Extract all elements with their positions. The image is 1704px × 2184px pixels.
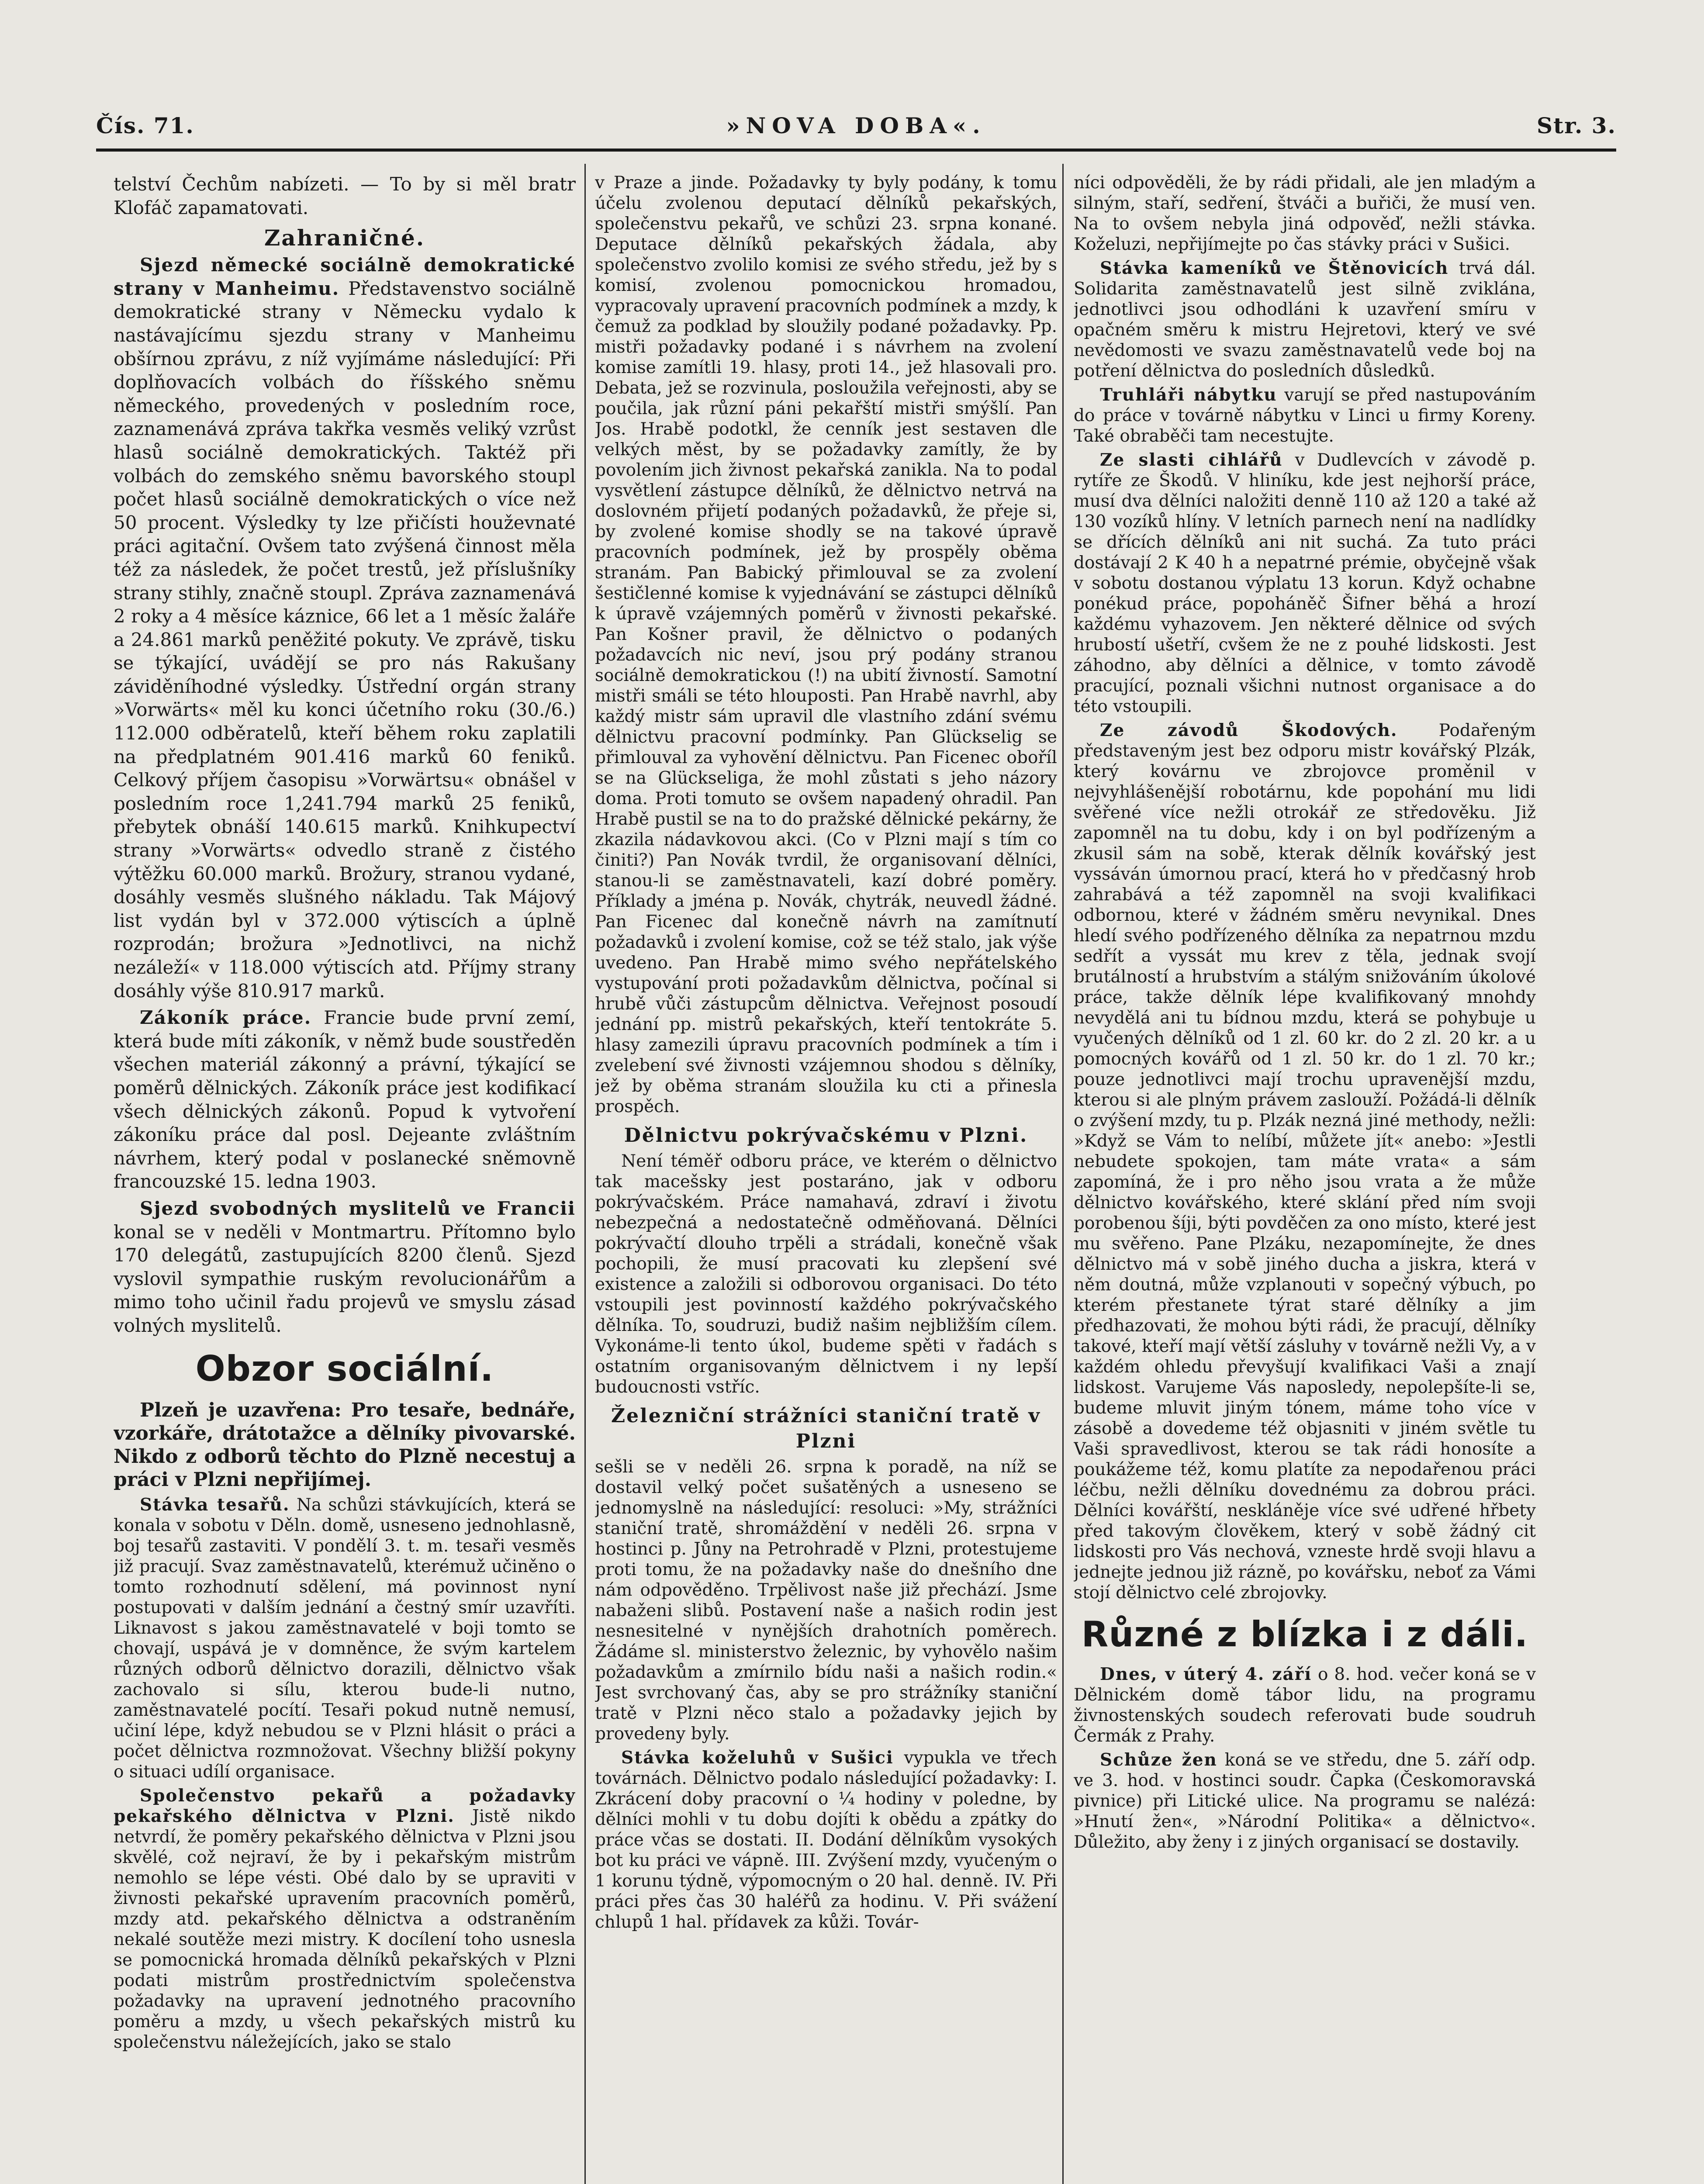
article-truhlari	[1074, 385, 1536, 446]
column-2	[595, 173, 1057, 2184]
article-straznici: sešli se v neděli 26. srpna k poradě, na níž se dostavil velký počet sušatěných a usneseno se jednomyslně na následující: resoluci: »My, strážníci staniční tratě, shromáždění v neděli 26. srpna v hostinci p. Jůny na Petrohradě v Plzni, protestujeme proti tomu, že na požadavky naše do dnešního dne nám odpověděno. Trpělivost naše již přechází. Jsme nabaženi slibů. Postavení naše a našich rodin jest nesnesitelné v nynějších drahotních poměrech. Žádáme sl. ministerstvo železnic, by vyhovělo našim požadavkům a zmírnilo bídu naši a našich rodin.« Jest svrchovaný čas, aby se pro strážníky staniční tratě v Plzni něco stalo a požadavky jejich by provedeny byly.	[595, 1457, 1057, 1744]
newspaper-title: »NOVA DOBA«.	[726, 113, 986, 138]
article-kozeluzi	[595, 1748, 1057, 1932]
article-body: Představenstvo sociálně demokratické strany v Německu vydalo k nastávajícímu sjezdu strany v Manheimu obšírnou zprávu, z níž vyjímáme následující: Při doplňovacích volbách do říšského sněmu německého, provedených v posledním roce, zaznamenává zpráva takřka vesměs veliký vzrůst hlasů sociálně demokratických. Taktéž při volbách do zemského sněmu bavorského stoupl počet hlasů sociálně demokratických o více než 50 procent. Výsledky ty lze přičísti houževnaté práci agitační. Ovšem tato zvýšená činnost měla též za následek, že počet trestů, jež příslušníky strany stihly, značně stoupl. Zpráva zaznamenává 2 roky a 4 měsíce káznice, 66 let a 1 měsíc žaláře a 24.861 marků peněžité pokuty. Ve zprávě, tisku se týkající, uvádějí se pro nás Rakušany záviděníhodné výsledky. Ústřední orgán strany »Vorwärts« měl ku konci účetního roku (30./6.) 112.000 odběratelů, kteří během roku zaplatili na předplatném 901.416 marků 60 feniků. Celkový příjem časopisu »Vorwärtsu« obnášel v posledním roce 1,241.794 marků 25 feniků, přebytek obnáší 140.615 marků. Knihkupectví strany »Vorwärts« odvedlo straně z čistého výtěžku 60.000 marků. Brožury, stranou vydané, dosáhly vesměs slušného nákladu. Tak Májový list vydán byl v 372.000 výtiscích a úplně rozprodán; brožura »Jednotlivci, na nichž nezáleží« v 118.000 výtiscích atd. Příjmy strany dosáhly výše 810.917 marků.	[114, 277, 576, 1002]
article-lead: Schůze žen	[1100, 1750, 1217, 1770]
article-body: v Dudlevcích v závodě p. rytíře ze Škodů. V hliníku, kde jest nejhorší práce, musí dva dělníci naložiti denně 110 až 120 a také až 130 vozíků hlíny. V letních parnech není na nadlídky se dřících dělníků ani nit suchá. Za tuto práci dostávají 2 K 40 h a nepatrné prémie, obyčejně však v sobotu dostanou výplatu 13 korun. Když ochabne ponékud práce, popoháněč Šifner běhá a hrozí každému vyhazovem. Jen některé dělnice od svých hrubostí ušetří, cvšem že ne z pouhé lidskosti. Jest záhodno, aby dělníci a dělnice, v tomto závodě pracující, poznali všichni nutnost organisace a do této vstoupili.	[1074, 450, 1536, 716]
article-sjezd-manheim	[114, 253, 576, 1002]
article-body: koná se ve středu, dne 5. září odp. ve 3. hod. v hostinci soudr. Čapka (Českomoravská pivnice) při Litické ulice. Na programu se nalézá: »Hnutí žen«, »Národní Politika« a dělnictvo«. Důležito, aby ženy i z jiných organisací se dostavily.	[1074, 1750, 1536, 1852]
article-lead: Dnes, v úterý 4. září	[1100, 1664, 1312, 1684]
article-zakonik-prace	[114, 1006, 576, 1193]
article-lead: Truhláři nábytku	[1100, 385, 1277, 405]
article-lead: Stávka koželuhů v Sušici	[621, 1748, 894, 1768]
article-body: Na schůzi stávkujících, která se konala v sobotu v Děln. domě, usneseno jednohlasně, boj tesařů zastaviti. V pondělí 3. t. m. tesaři vesměs již pracují. Svaz zaměstnavatelů, kterémuž učiněno o tomto rozhodnutí sdělení, má povinnost nyní postupovati v dalším jednání a čestný smír uzavříti. Liknavost s jakou zaměstnavatelé v boji tomto se chovají, uspává je v domněnce, že svým kartelem různých odborů dělnictvo dorazili, dělnictvo však zachovalo si sílu, kterou bude-li nutno, zaměstnavatelé pocítí. Tesaři pokud nutně nemusí, učiní lépe, když nebudou se v Plzni hlásit o práci a počet dělnictva rozmnožovat. Všechny bližší pokyny o situaci udílí organisace.	[114, 1495, 576, 1782]
article-body: Francie bude první zemí, která bude míti zákoník, v němž bude soustředěn všechen materiál zákonný a právní, týkající se poměrů dělnických. Zákoník práce jest kodifikací všech dělnických zákonů. Popud k vytvoření zákoníku práce dal posl. Dejeante zvláštním návrhem, který podal v poslanecké sněmovně francouzské 15. ledna 1903.	[114, 1007, 576, 1192]
article-skoda	[1074, 720, 1536, 1603]
article-body: konal se v neděli v Montmartru. Přítomno bylo 170 delegátů, zastupujících 8200 členů. Sjezd vyslovil sympathie ruským revolucionářům a mimo toho učinil řadu projevů ve smyslu zásad volných myslitelů.	[114, 1221, 576, 1336]
article-cihlari	[1074, 450, 1536, 717]
article-heading-pokryvaci: Dělnictvu pokrývačskému v Plzni.	[624, 1124, 1028, 1147]
section-heading-social: Obzor sociální.	[195, 1348, 494, 1389]
article-pekari-continued: v Praze a jinde. Požadavky ty byly podány, k tomu účelu zvolenou deputací dělníků pekařských, společenstvu pekařů, ve schůzi 23. srpna konané. Deputace dělníků pekařských žádala, aby společenstvo zvolilo komisi ze svého středu, jež by s komisí, zvolenou pomocnickou hromadou, vypracovaly upravení pracovních podmínek a mzdy, k čemuž za podklad by sloužily podané požadavky. Pp. mistři požadavky podané i s návrhem na zvolení komise zamítli 19. hlasy, proti 14., jež hlasovali pro. Debata, jež se rozvinula, posloužila veřejnosti, aby se poučila, jak různí páni pekařští mistři smýšlí. Pan Jos. Hrabě podotkl, že cenník jest sestaven dle velkých měst, by se požadavky zamítly, že by povolením jich živnost pekařská zanikla. Na to podal vysvětlení zástupce dělníků, že dělnictvo netrvá na doslovném přijetí podaných požadavků, že přeje si, by zvolené komise shodly se na takové úpravě pracovních podmínek, jež by prospěly oběma stranám. Pan Babický přimlouval se za zvolení šestičlenné komise k vyjednávání se zástupci dělníků k úpravě vzájemných poměrů v živnosti pekařské. Pan Košner pravil, že dělnictvo o podaných požadavcích nic neví, jsou prý podány stranou sociálně demokratickou (!) na ubití živností. Samotní mistři smáli se této hlouposti. Pan Hrabě navrhl, aby každý mistr sám upravil dle vlastního zdání svému dělnictvu pracovní podmínky. Pan Glückselig se přimlouval za vyhovění dělnictvu. Pan Ficenec oboříl se na Glückseliga, že mohl zůstati s jeho názory doma. Proti tomuto se ovšem napadený ohradil. Pan Hrabě pustil se na to do pražské dělnické pekárny, že zkazila nádavkovou akci. (Co v Plzni mají s tím co činiti?) Pan Novák tvrdil, že organisovaní dělníci, stanou-li se zaměstnavateli, kazí dobré poměry. Příklady a jména p. Novák, chytrák, neuvedl žádné. Pan Ficenec dal konečně návrh na zamítnutí požadavků i zvolení komise, což se též stalo, jak výše uvedeno. Pan Hrabě mimo svého nepřátelského vystupování proti požadavkům dělnictva, počínal si hrubě vůči zástupcům dělnictva. Veřejnost posoudí jednání pp. mistrů pekařských, kteří tentokráte 5. hlasy zamezili úpravu pracovních podmínek a tím i zvelebení své živnosti vzájemnou shodou s dělníky, jež by oběma stranám sloužila ku cti a přinesla prospěch.	[595, 173, 1057, 1116]
article-body: vypukla ve třech továrnách. Dělnictvo podalo následující požadavky: I. Zkrácení doby pracovní o ¼ hodiny v poledne, by dělníci mohli v tu dobu dojíti k obědu a zpátky do práce včas se dostati. II. Dodání dělníkům vysokých bot ku práci ve vápně. III. Zvýšení mzdy, vyučeným o 1 korunu týdně, výpomocným o 20 hal. denně. IV. Při práci přes čas 30 haléřů za hodinu. V. Při svážení chlupů 1 hal. přídavek za kůži. Továr-	[595, 1748, 1057, 1932]
article-lead: Sjezd německé sociálně demokratické strany v Manheimu.	[114, 254, 576, 299]
article-body: varují se před nastupováním do práce v továrně nábytku v Linci u firmy Koreny. Také obraběči tam necestujte.	[1074, 385, 1536, 446]
article-pekari	[114, 1786, 576, 2053]
article-lead: Stávka tesařů.	[140, 1494, 290, 1515]
article-lead: Společenstvo pekařů a požadavky pekařského dělnictva v Plzni.	[114, 1785, 576, 1826]
article-schuze-zen	[1074, 1750, 1536, 1852]
column-1	[114, 173, 576, 2184]
article-tabor-lidu	[1074, 1664, 1536, 1746]
column-divider	[584, 164, 586, 2184]
section-heading-news: Různé z blízka i z dáli.	[1081, 1614, 1528, 1655]
article-body: Jistě nikdo netvrdí, že poměry pekařského dělnictva v Plzni jsou skvělé, což nejraví, že by i pekařským mistrům nemohlo se lépe vésti. Obé dalo by se upraviti v živnosti pekařské upravením pracovních poměrů, mzdy atd. pekařského dělnictva a odstraněním nekalé soutěže mezi mistry. K docílení toho usnesla se pomocnická hromada dělníků pekařských v Plzni podati mistrům prostřednictvím společenstva požadavky na upravení jednotného pracovního poměru a mzdy, u všech pekařských mistrů ku společenstvu náležejících, jako se stalo	[114, 1806, 576, 2052]
page-number: Str. 3.	[1537, 113, 1616, 138]
issue-number: Čís. 71.	[96, 113, 194, 138]
page-header	[96, 113, 1616, 148]
boycott-notice: Plzeň je uzavřena: Pro tesaře, bednáře, vzorkáře, drátotažce a dělníky pivovarské. Nikdo z odborů těchto do Plzně necestuj a práci v Plzni nepřijímej.	[114, 1399, 576, 1491]
article-lead: Zákoník práce.	[140, 1007, 312, 1029]
article-continuation: telství Čechům nabízeti. — To by si měl bratr Klofáč zapamatovati.	[114, 173, 576, 218]
article-pokryvaci: Není téměř odboru práce, ve kterém o dělnictvo tak macešsky jest postaráno, jak v odboru pokrývačském. Práce namahavá, zdraví i životu nebezpečná a nedostatečně odměňovaná. Dělníci pokrývačtí dlouho trpěli a strádali, konečně však pochopili, že musí pracovati ku zlepšení své existence a založili si odborovou organisaci. Do této vstoupili jest povinností každého pokrývačského dělníka. To, soudruzi, budiž našim nejbližším cílem. Vykonáme-li tento úkol, budeme spěti v řadách s ostatním organisovaným dělnictvem i ny lepší budoucnosti vstříc.	[595, 1151, 1057, 1397]
article-kamenici	[1074, 258, 1536, 381]
article-lead: Ze slasti cihlářů	[1100, 450, 1283, 470]
article-lead: Sjezd svobodných myslitelů ve Francii	[140, 1197, 576, 1219]
article-lead: Stávka kameníků ve Štěnovicích	[1100, 258, 1449, 278]
article-heading-straznici: Železniční strážníci staniční tratě v Plzni	[611, 1405, 1041, 1452]
article-body: o 8. hod. večer koná se v Dělnickém domě tábor lidu, na programu živnostenských soudech referovati bude soudruh Čermák z Prahy.	[1074, 1665, 1536, 1746]
article-lead: Ze závodů Škodových.	[1100, 720, 1398, 740]
header-rule	[96, 149, 1616, 152]
column-3	[1074, 173, 1536, 2184]
column-divider	[1062, 164, 1064, 2184]
article-svobodni-myslitele	[114, 1197, 576, 1337]
section-heading-foreign: Zahraničné.	[264, 225, 425, 251]
article-kozeluzi-continued: níci odpověděli, že by rádi přidali, ale jen mladým a silným, staří, sedření, štváči a buřiči, že musí ven. Na to ovšem nebyla jiná odpověď, nežli stávka. Koželuzi, nepřijímejte po čas stávky práci v Sušici.	[1074, 173, 1536, 254]
article-stavka-tesaru	[114, 1495, 576, 1782]
article-body: trvá dál. Solidarita zaměstnavatelů jest silně zviklána, jednotlivci jsou odhodláni k uzavření smíru v opačném směru k mistru Hejretovi, který ve své nevědomosti ve svazu zaměstnavatelů vede boj na potření dělnictva do posledních důsledků.	[1074, 259, 1536, 381]
article-body: Podařeným představeným jest bez odporu mistr kovářský Plzák, který kovárnu ve zbrojovce proměnil v nejvyhlášenější robotárnu, kde popohání mu lidi svěřené více nežli otrokář ze středověku. Již zapomněl na tu dobu, kdy i on byl podřízeným a zkusil sám na sobě, kterak dělník kovářský jest vyssáván úmornou prací, která ho v předčasný hrob zahrabává a též zapomněl na svoji kvalifikaci odbornou, které v žádném směru nevynikal. Dnes hledí svého podřízeného dělníka za nepatrnou mzdu sedřít a vyssát mu krev z těla, jednak svojí brutálností a hrubstvím a stálým snižováním úkolové práce, takže dělník lépe kvalifikovaný mnohdy nevydělá ani tu bídnou mzdu, která se pohybuje u vyučených dělníků od 1 zl. 60 kr. do 2 zl. 20 kr. a u pomocných kovářů od 1 zl. 50 kr. do 1 zl. 70 kr.; pouze jednotlivci mají trochu upravenější mzdu, kterou si ale plným právem zaslouží. Požádá-li dělník o zvýšení mzdy, tu p. Plzák nezná jiné methody, nežli: »Když se Vám to nelíbí, můžete jít« anebo: »Jestli nebudete spokojen, tam máte vrata« a sám zapomíná, že i pro něho jsou vrata a že může dělnictvo kovářského, které sklání před ním svoji porobenou šíji, býti povděčen za ono místo, které jest mu svěřeno. Pane Plzáku, nezapomínejte, že dnes dělnictvo má v sobě jiného ducha a jiskra, která v něm doutná, může vzplanouti v sopečný výbuch, po kterém přestanete týrat staré dělníky a jim předhazovati, že mohou býti rádi, že pracují, dělníky takové, kteří mají větší zásluhy v továrně nežli Vy, a v každém ohledu převyšují kvalifikaci Vaši a znají lidskost. Varujeme Vás naposledy, nepolepšíte-li se, budeme mluvit jiným tónem, máme toho více v zásobě a dovedeme též objasniti v jiném světle tu Vaši spravedlivost, kterou se tak rádi honosíte a poukážeme též, komu platíte za nepodařenou práci léčbu, nežli dělníku dovednému za dobrou práci. Dělníci kovářští, neskláněje více své udřené hřbety před takovým člověkem, který v sobě žádný cit lidskosti pro Vás nechová, vzneste hrdě svoji hlavu a jednejte jednou již rázně, po kovářsku, neboť za Vámi stojí dělnictvo celé zbrojovky.	[1074, 721, 1536, 1603]
